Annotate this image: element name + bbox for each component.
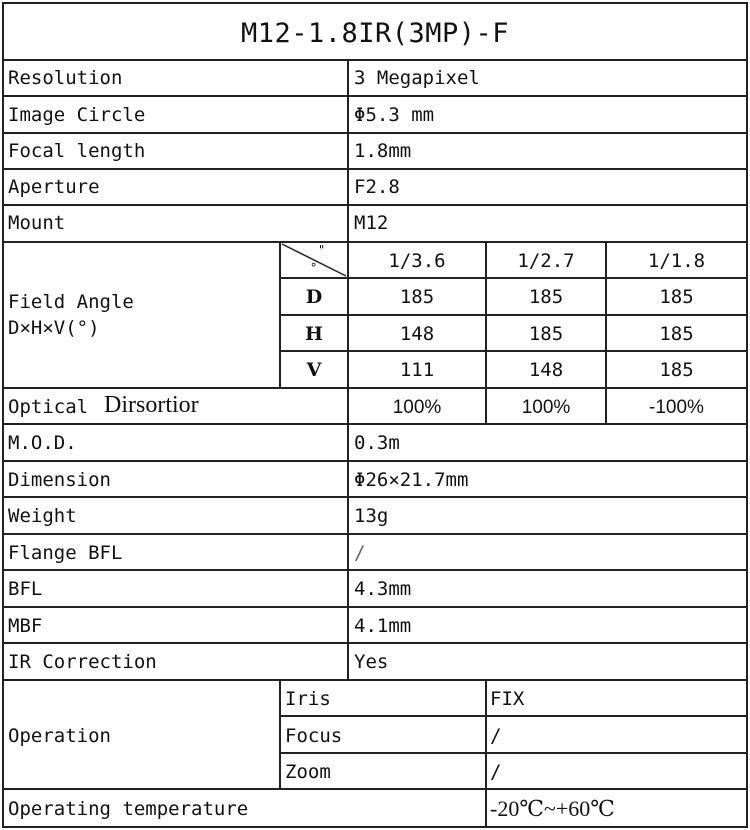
field-angle-h-3: 185 <box>659 323 694 345</box>
weight-label: Weight <box>8 505 77 527</box>
mod-label: M.O.D. <box>8 432 77 454</box>
flange-bfl-value: / <box>354 542 366 564</box>
focus-value: / <box>490 725 502 747</box>
product-title: M12-1.8IR(3MP)-F <box>240 18 510 49</box>
field-angle-d-3: 185 <box>659 286 694 308</box>
corner-top-mark: " <box>318 243 326 257</box>
weight-value: 13g <box>354 505 389 527</box>
bfl-label: BFL <box>8 578 43 600</box>
iris-label: Iris <box>285 688 331 710</box>
aperture-label: Aperture <box>8 176 100 198</box>
focus-label: Focus <box>285 725 343 747</box>
operating-temperature-value: -20℃~+60℃ <box>490 796 615 821</box>
field-angle-col-2: 1/2.7 <box>517 250 575 272</box>
field-angle-v-3: 185 <box>659 359 694 381</box>
image-circle-label: Image Circle <box>8 104 146 126</box>
field-angle-row-v: V <box>306 359 322 381</box>
resolution-label: Resolution <box>8 67 123 89</box>
field-angle-col-3: 1/1.8 <box>647 250 706 272</box>
flange-bfl-label: Flange BFL <box>8 542 123 564</box>
field-angle-label: Field Angle <box>8 291 134 313</box>
ir-correction-label: IR Correction <box>8 651 157 673</box>
field-angle-h-2: 185 <box>528 323 564 345</box>
field-angle-row-d: D <box>305 286 323 308</box>
mount-value: M12 <box>354 212 389 234</box>
optical-distortion-label: Optical <box>8 396 89 418</box>
aperture-value: F2.8 <box>354 176 400 198</box>
dimension-label: Dimension <box>8 469 111 491</box>
mbf-value: 4.1mm <box>354 615 412 637</box>
iris-value: FIX <box>490 688 525 710</box>
mbf-label: MBF <box>8 615 43 637</box>
mod-value: 0.3m <box>354 432 400 454</box>
resolution-value: 3 Megapixel <box>354 67 480 89</box>
focal-length-label: Focal length <box>8 140 146 162</box>
mount-label: Mount <box>8 212 66 234</box>
focal-length-value: 1.8mm <box>354 140 412 162</box>
optical-distortion-value-3: -100% <box>649 397 704 418</box>
field-angle-v-1: 111 <box>399 359 435 381</box>
optical-distortion-label-suffix: Dirsortior <box>104 392 199 418</box>
operating-temperature-label: Operating temperature <box>8 798 249 820</box>
dimension-value: Φ26×21.7mm <box>354 469 469 491</box>
ir-correction-value: Yes <box>354 651 389 673</box>
field-angle-d-1: 185 <box>399 286 435 308</box>
zoom-value: / <box>490 761 502 783</box>
field-angle-h-1: 148 <box>399 323 435 345</box>
field-angle-d-2: 185 <box>528 286 564 308</box>
field-angle-units: D×H×V(°) <box>8 317 100 339</box>
optical-distortion-value-2: 100% <box>521 397 571 418</box>
field-angle-row-h: H <box>305 323 323 345</box>
operation-label: Operation <box>8 725 111 747</box>
bfl-value: 4.3mm <box>354 578 412 600</box>
corner-bottom-mark: ° <box>310 261 318 275</box>
image-circle-value: Φ5.3 mm <box>354 104 435 126</box>
field-angle-v-2: 148 <box>528 359 564 381</box>
zoom-label: Zoom <box>285 761 331 783</box>
optical-distortion-value-1: 100% <box>392 397 442 418</box>
field-angle-col-1: 1/3.6 <box>388 250 446 272</box>
